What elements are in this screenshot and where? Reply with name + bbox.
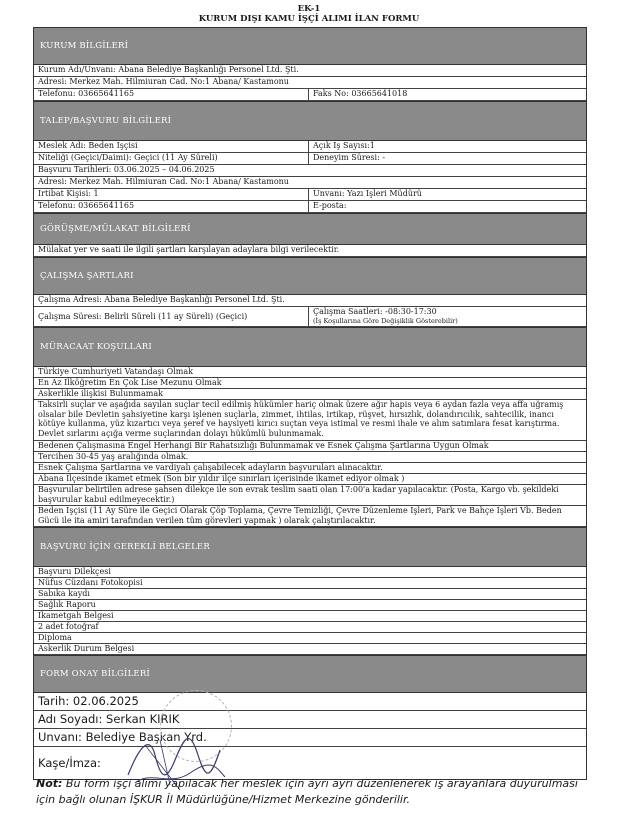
section-muracaat-title: MÜRACAAT KOŞULLARI bbox=[40, 342, 152, 352]
section-gorusme-header bbox=[34, 213, 586, 245]
section-calisma-header bbox=[34, 257, 586, 295]
section-belgeler-header bbox=[34, 527, 586, 567]
calisma-saat: Çalışma Saatleri: -08:30-17:30 bbox=[313, 307, 437, 316]
note-label: Not: bbox=[36, 777, 63, 790]
calisma-adres: Çalışma Adresi: Abana Belediye Başkanlığı Personel Ltd. Şti. bbox=[38, 295, 285, 304]
kurum-ad: Kurum Adı/Unvanı: Abana Belediye Başkanlığı Personel Ltd. Şti. bbox=[38, 65, 299, 74]
section-belgeler-title: BAŞVURU İÇİN GEREKLİ BELGELER bbox=[40, 542, 210, 552]
muracaat-item: Esnek Çalışma Şartlarına ve vardiyalı çalışabilecek adayların başvuruları alınacaktır. bbox=[38, 463, 383, 472]
kurum-telefon: Telefonu: 03665641165 bbox=[34, 89, 309, 100]
belge-item: Sağlık Raporu bbox=[38, 600, 96, 609]
muracaat-item: Taksirli suçlar ve aşağıda sayılan suçlar tecil edilmiş hükümler hariç olmak üzere ağır hapis veya 6 aydan fazla veya affa uğramış olsalar bile Devletin şahsiyetine karşı işlenen suçlarla, zimmet, ihtilas, irtikap, rüşvet, hırsızlık, dolandırıcılık, sahtecilik, inancı kötüye kullanma, yüz kızartıcı veya şeref ve haysiyeti kırıcı suçtan veya istimal ve resmi ihale ve alım satımlara fesat karıştırma. Devlet sırlarını açığa verme suçlarından dolayı hükümlü bulunmamak. bbox=[38, 400, 564, 438]
belge-item: Sabıka kaydı bbox=[38, 589, 90, 598]
onay-unvan: Unvanı: Belediye Başkan Yrd. bbox=[38, 730, 207, 744]
talep-acik: Açık İş Sayısı:1 bbox=[313, 141, 375, 150]
muracaat-item: Abana İlçesinde ikamet etmek (Son bir yıldır ilçe sınırları içerisinde ikamet ediyor olmak ) bbox=[38, 474, 405, 483]
section-onay-header bbox=[34, 655, 586, 693]
section-talep-title: TALEP/BAŞVURU BİLGİLERİ bbox=[40, 116, 172, 126]
talep-meslek: Meslek Adı: Beden İşçisi bbox=[34, 141, 309, 152]
belge-item: Nüfus Cüzdanı Fotokopisi bbox=[38, 578, 143, 587]
onay-tarih: Tarih: 02.06.2025 bbox=[38, 694, 139, 708]
form-title: KURUM DIŞI KAMU İŞÇİ ALIMI İLAN FORMU bbox=[198, 14, 420, 24]
section-muracaat-header bbox=[34, 327, 586, 367]
muracaat-item: Türkiye Cumhuriyeti Vatandaşı Olmak bbox=[38, 367, 193, 376]
section-kurum-header bbox=[34, 28, 586, 65]
kurum-adres: Adresi: Merkez Mah. Hilmiuran Cad. No:1 Abana/ Kastamonu bbox=[38, 77, 289, 86]
section-gorusme-title: GÖRÜŞME/MÜLAKAT BİLGİLERİ bbox=[40, 224, 191, 234]
section-talep-header bbox=[34, 101, 586, 141]
onay-kase: Kaşe/İmza: bbox=[38, 755, 101, 770]
muracaat-item: Beden İşçisi (11 Ay Süre ile Geçici Olarak Çöp Toplama, Çevre Temizliği, Çevre Düzenleme İşleri, Park ve Bahçe İşleri Vb. Beden Gücü ile ita amiri tarafından verilen tüm görevleri yapmak ) olarak çalıştırılacaktır. bbox=[38, 506, 562, 525]
talep-unvan: Unvanı: Yazı İşleri Müdürü bbox=[313, 189, 422, 198]
section-kurum-title: KURUM BİLGİLERİ bbox=[40, 41, 129, 51]
annex-label: EK-1 bbox=[297, 4, 321, 14]
talep-tarihler: Başvuru Tarihleri: 03.06.2025 – 04.06.2025 bbox=[38, 165, 215, 174]
talep-niteligi: Niteliği (Geçici/Daimi): Geçici (11 Ay Süreli) bbox=[34, 153, 309, 164]
calisma-saat-cell bbox=[309, 307, 586, 326]
section-calisma-title: ÇALIŞMA ŞARTLARI bbox=[40, 271, 134, 281]
talep-adres: Adresi: Merkez Mah. Hilmiuran Cad. No:1 Abana/ Kastamonu bbox=[38, 177, 289, 186]
footer-note bbox=[36, 776, 596, 808]
belge-item: Diploma bbox=[38, 633, 72, 642]
note-text: Bu form işçi alımı yapılacak her meslek için ayrı ayrı düzenlenerek iş arayanlara duyurulması için bağlı olunan İŞKUR İl Müdürlüğüne/Hizmet Merkezine gönderilir. bbox=[36, 777, 578, 806]
muracaat-item: Askerlikle ilişkisi Bulunmamak bbox=[38, 389, 163, 398]
kurum-faks: Faks No: 03665641018 bbox=[313, 89, 408, 98]
section-onay-title: FORM ONAY BİLGİLERİ bbox=[40, 669, 150, 679]
announcement-form bbox=[33, 27, 587, 780]
page-header bbox=[0, 4, 618, 24]
belge-item: Başvuru Dilekçesi bbox=[38, 567, 111, 576]
talep-eposta: E-posta: bbox=[313, 201, 347, 210]
onay-adsoyad: Adı Soyadı: Serkan KIRIK bbox=[38, 712, 180, 726]
belge-item: Askerlik Durum Belgesi bbox=[38, 644, 135, 653]
talep-deneyim: Deneyim Süresi: - bbox=[313, 153, 386, 162]
talep-telefon: Telefonu: 03665641165 bbox=[34, 201, 309, 212]
muracaat-item: Tercihen 30-45 yaş aralığında olmak. bbox=[38, 452, 189, 461]
gorusme-text: Mülakat yer ve saati ile ilgili şartları karşılayan adaylara bilgi verilecektir. bbox=[38, 245, 340, 254]
calisma-saat-note: (İş Koşullarına Göre Değişiklik Gösterebilir) bbox=[313, 316, 458, 325]
muracaat-item: Bedenen Çalışmasına Engel Herhangi Bir Rahatsızlığı Bulunmamak ve Esnek Çalışma Şartlarına Uygun Olmak bbox=[38, 441, 489, 450]
talep-irtibat: İrtibat Kişisi: 1 bbox=[34, 189, 309, 200]
calisma-sure: Çalışma Süresi: Belirli Süreli (11 ay Süreli) (Geçici) bbox=[34, 307, 309, 326]
muracaat-item: Başvurular belirtilen adrese şahsen dilekçe ile son evrak teslim saati olan 17:00'a kadar yapılacaktır. (Posta, Kargo vb. şekildeki başvurular kabul edilmeyecektir.) bbox=[38, 485, 559, 504]
muracaat-item: En Az İlköğretim En Çok Lise Mezunu Olmak bbox=[38, 378, 222, 387]
belge-item: İkametgah Belgesi bbox=[38, 611, 114, 620]
belge-item: 2 adet fotoğraf bbox=[38, 622, 99, 631]
